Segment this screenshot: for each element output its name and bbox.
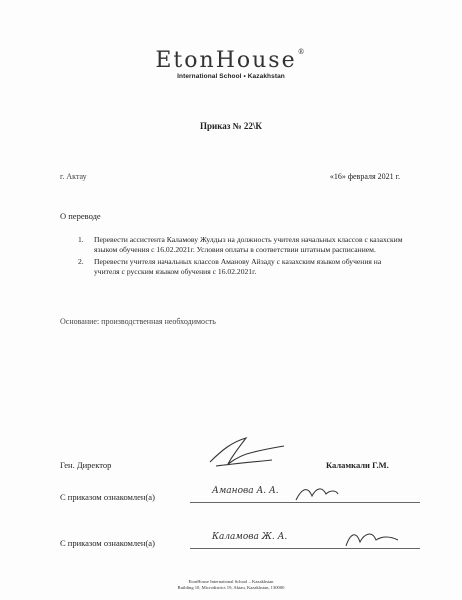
order-number: Приказ № 22\К [200, 121, 262, 131]
item-text: Перевести ассистента Каламову Жулдыз на должность учителя начальных классов с казахским языком обучения с 16.02.2021г. Условия оплаты в соответствии штатным расписанием. [94, 235, 403, 254]
employee-signature [292, 482, 342, 504]
director-signature [202, 430, 302, 470]
brand-subtitle: International School • Kazakhstan [177, 73, 285, 80]
city: г. Актау [60, 172, 87, 181]
order-item [78, 257, 408, 277]
order-items [78, 235, 408, 279]
footer-line: Building 10, Microdistrict 19, Aktau, Kazakhstan, 130000 [177, 585, 285, 590]
acknowledged-label: С приказом ознакомлен(а) [60, 538, 155, 548]
order-date: «16» февраля 2021 г. [329, 172, 400, 181]
registered-mark: ® [297, 48, 307, 56]
item-text: Перевести учителя начальных классов Аманову Айзаду с казахским языком обучения на учителя с русским языком обучения с 16.02.2021г. [94, 257, 382, 276]
brand-name: EtonHouse [155, 48, 297, 73]
item-number: 1. [78, 235, 84, 244]
employee-signature [342, 526, 402, 550]
letterhead-logo [0, 48, 462, 80]
footer-line: EtonHouse International School – Kazakhstan [188, 579, 274, 584]
director-name: Каламкали Г.М. [326, 460, 389, 470]
acknowledged-label: С приказом ознакомлен(а) [60, 492, 155, 502]
order-item [78, 235, 408, 255]
order-basis: Основание: производственная необходимость [60, 317, 216, 326]
item-number: 2. [78, 257, 84, 266]
handwritten-name: Аманова А. А. [212, 486, 279, 496]
director-label: Ген. Директор [60, 460, 112, 470]
page-footer [0, 579, 462, 591]
handwritten-name: Каламова Ж. А. [212, 532, 288, 542]
order-subject: О переводе [60, 211, 101, 221]
